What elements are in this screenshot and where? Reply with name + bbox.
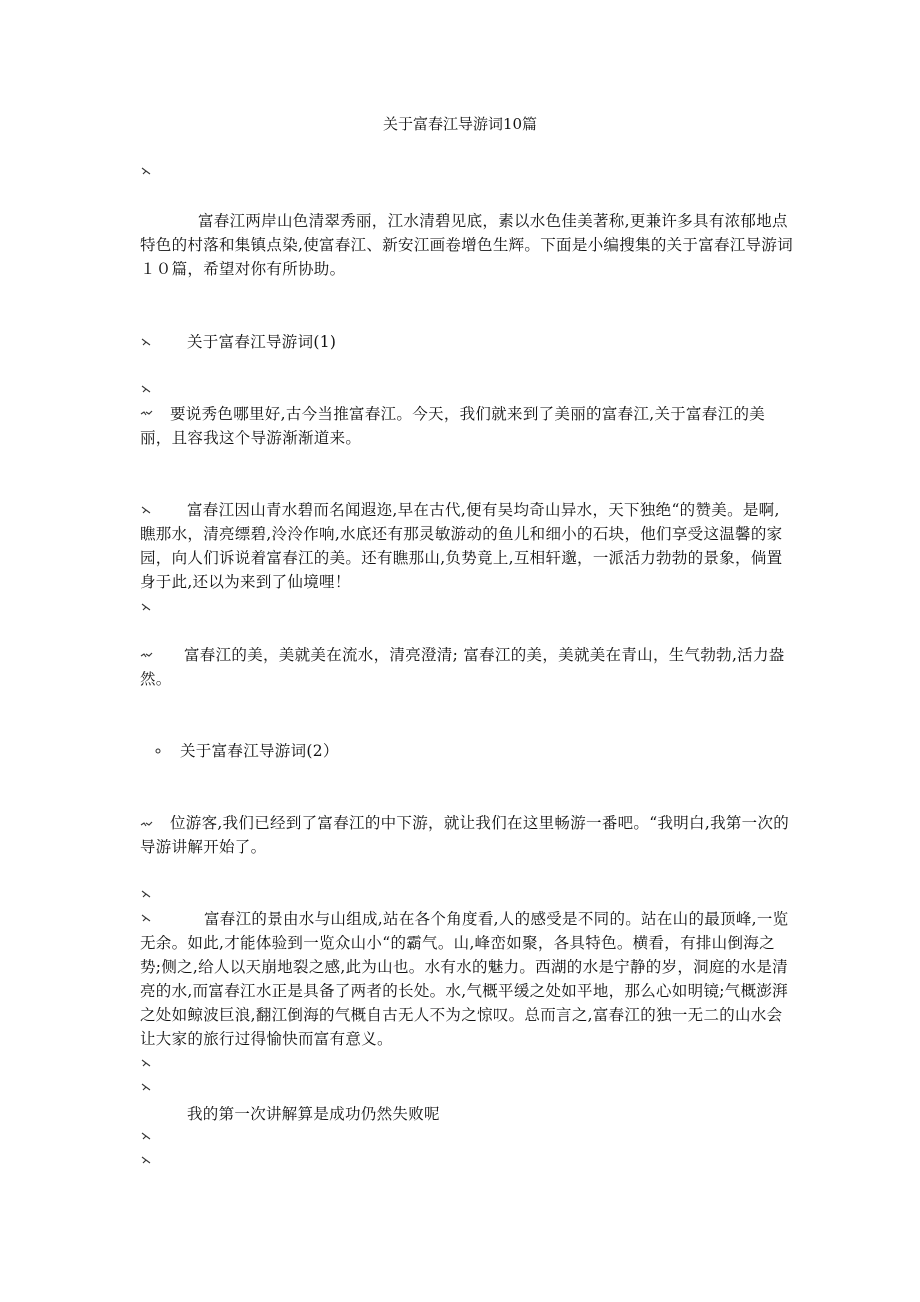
page-title: 关于富春江导游词10篇 [382, 115, 538, 133]
small-bullet-icon [154, 747, 168, 759]
paragraph-1a: 要说秀色哪里好,古今当推富春江。今天，我们就来到了美丽的富春江,关于富春江的美丽，且容我这个导游渐渐道来。 [140, 405, 766, 447]
paragraph-return-icon [140, 166, 154, 178]
paragraph-return-icon [140, 384, 154, 396]
paragraph-return-icon [140, 1131, 154, 1143]
paragraph-return-icon [140, 889, 154, 901]
paragraph-2b: 富春江的景由水与山组成,站在各个角度看,人的感受是不同的。站在山的最顶峰,一览无余。如此,才能体验到一览众山小“的霸气。山,峰峦如聚，各具特色。横看，有排山倒海之势;侧之,给人以天崩地裂之感,此为山也。水有水的魅力。西湖的水是宁静的岁，洞庭的水是清亮的水,而富春江水正是具备了两者的长处。水,气概平缓之处如平地，那么心如明镜;气概澎湃之处如鲸波巨浪,翻江倒海的气概自古无人不为之惊叹。总而言之,富春江的独一无二的山水会让大家的旅行过得愉快而富有意义。 [140, 910, 789, 1048]
paragraph-return-icon [140, 1058, 154, 1070]
paragraph-return-icon [140, 1082, 154, 1094]
paragraph-2c: 我的第一次讲解算是成功仍然失败呢 [187, 1105, 440, 1123]
heading-2: 关于富春江导游词(2） [180, 742, 339, 760]
paragraph-return-icon [140, 1155, 154, 1167]
paragraph-1c: 富春江的美，美就美在流水，清亮澄清; 富春江的美，美就美在青山，生气勃勃,活力盎然。 [140, 646, 785, 688]
heading-1: 关于富春江导游词(1) [187, 333, 337, 351]
paragraph-1b: 富春江因山青水碧而名闻遐迩,早在古代,便有吴均奇山异水，天下独绝“的赞美。是啊,瞧那水，清亮缥碧,泠泠作响,水底还有那灵敏游动的鱼儿和细小的石块，他们享受这温馨的家园，向人们诉说着富春江的美。还有瞧那山,负势竟上,互相轩邈，一派活力勃勃的景象，倘置身于此,还以为来到了仙境哩！ [140, 501, 783, 591]
paragraph-return-icon [140, 602, 154, 614]
intro-paragraph: 富春江两岸山色清翠秀丽，江水清碧见底，素以水色佳美著称,更兼许多具有浓郁地点特色的村落和集镇点染,使富春江、新安江画卷增色生辉。下面是小编搜集的关于富春江导游词１０篇，希望对你有所协助。 [140, 212, 794, 278]
paragraph-2a: 位游客,我们已经到了富春江的中下游，就让我们在这里畅游一番吧。“我明白,我第一次的导游讲解开始了。 [140, 814, 790, 856]
